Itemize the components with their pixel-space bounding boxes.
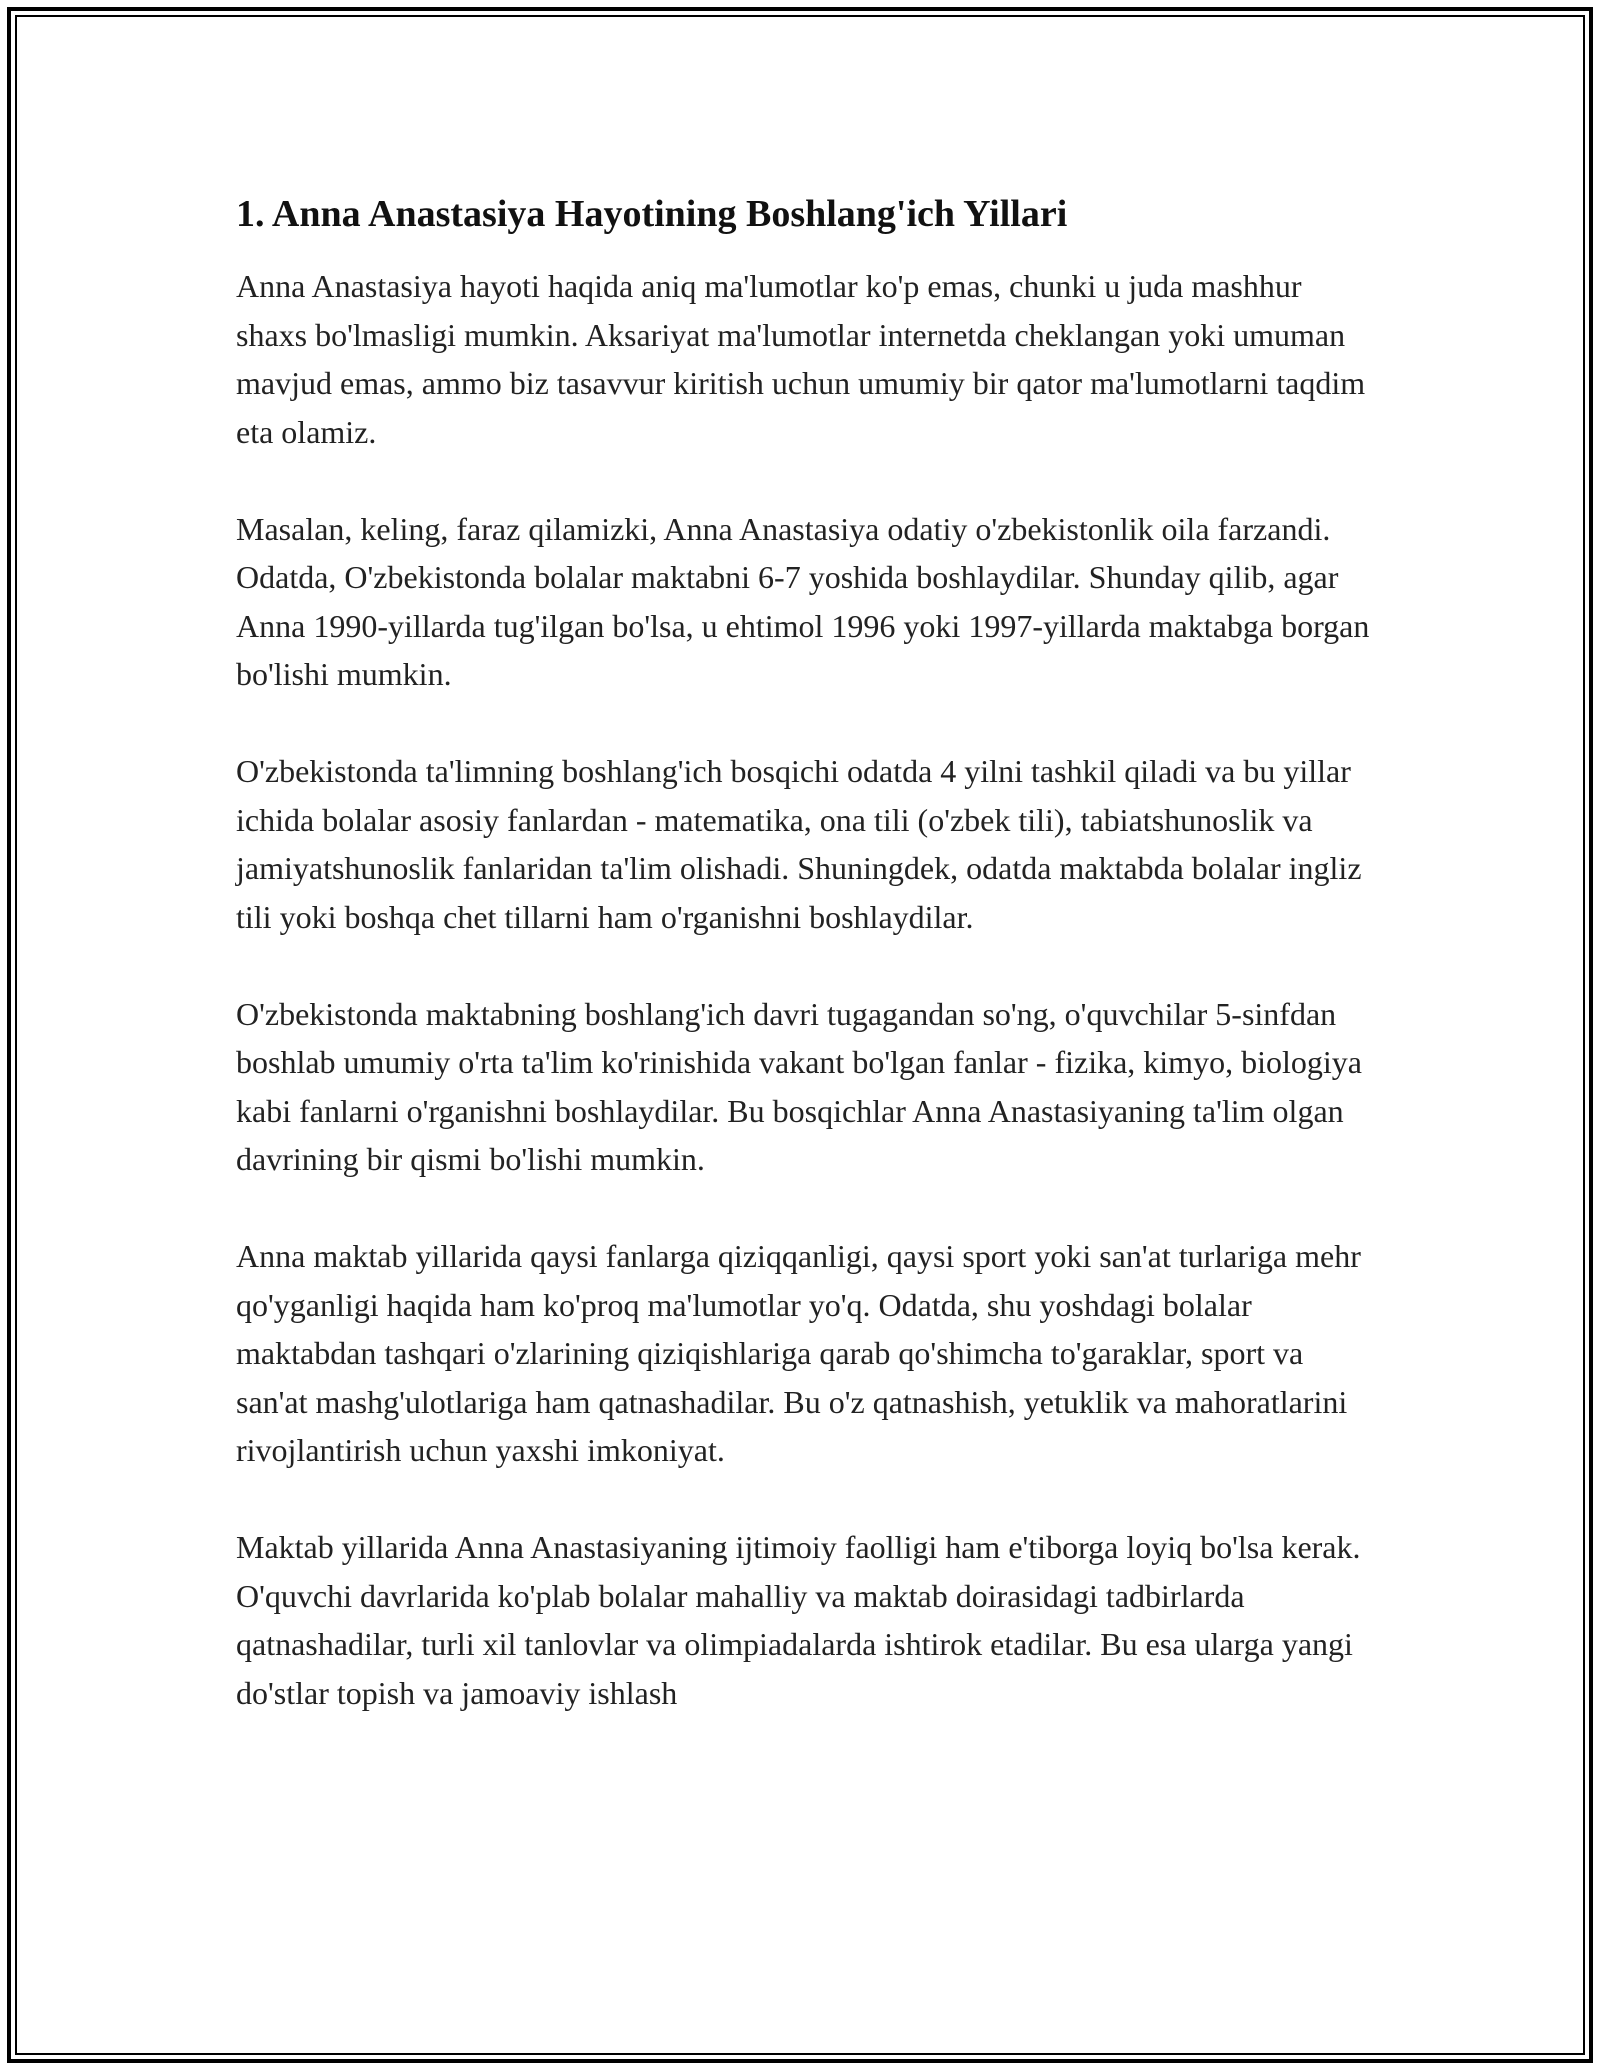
paragraph-2: Masalan, keling, faraz qilamizki, Anna Anastasiya odatiy o'zbekistonlik oila farzandi. Odatda, O'zbekistonda bolalar maktabni 6-7 yoshida boshlaydilar. Shunday qilib, agar Anna 1990-yillarda tug'ilgan bo'lsa, u ehtimol 1996 yoki 1997-yillarda maktabga borgan bo'lishi mumkin. — [236, 510, 1370, 692]
document-body — [236, 188, 1371, 1717]
paragraph-3: O'zbekistonda ta'limning boshlang'ich bosqichi odatda 4 yilni tashkil qiladi va bu yillar ichida bolalar asosiy fanlardan - matematika, ona tili (o'zbek tili), tabiatshunoslik va jamiyatshunoslik fanlaridan ta'lim olishadi. Shuningdek, odatda maktabda bolalar ingliz tili yoki boshqa chet tillarni ham o'rganishni boshlaydilar. — [236, 753, 1362, 935]
paragraph-1: Anna Anastasiya hayoti haqida aniq ma'lumotlar ko'p emas, chunki u juda mashhur shaxs bo'lmasligi mumkin. Aksariyat ma'lumotlar internetda cheklangan yoki umuman mavjud emas, ammo biz tasavvur kiritish uchun umumiy bir qator ma'lumotlarni taqdim eta olamiz. — [236, 268, 1366, 450]
paragraph-4: O'zbekistonda maktabning boshlang'ich davri tugagandan so'ng, o'quvchilar 5-sinfdan boshlab umumiy o'rta ta'lim ko'rinishida vakant bo'lgan fanlar - fizika, kimyo, biologiya kabi fanlarni o'rganishni boshlaydilar. Bu bosqichlar Anna Anastasiyaning ta'lim olgan davrining bir qismi bo'lishi mumkin. — [236, 995, 1362, 1177]
paragraph-5: Anna maktab yillarida qaysi fanlarga qiziqqanligi, qaysi sport yoki san'at turlariga mehr qo'yganligi haqida ham ko'proq ma'lumotlar yo'q. Odatda, shu yoshdagi bolalar maktabdan tashqari o'zlarining qiziqishlariga qarab qo'shimcha to'garaklar, sport va san'at mashg'ulotlariga ham qatnashadilar. Bu o'z qatnashish, yetuklik va mahoratlarini rivojlantirish uchun yaxshi imkoniyat. — [236, 1238, 1361, 1468]
section-heading: 1. Anna Anastasiya Hayotining Boshlang'ich Yillari — [236, 193, 1068, 235]
paragraph-6: Maktab yillarida Anna Anastasiyaning ijtimoiy faolligi ham e'tiborga loyiq bo'lsa kerak. O'quvchi davrlarida ko'plab bolalar mahalliy va maktab doirasidagi tadbirlarda qatnashadilar, turli xil tanlovlar va olimpiadalarda ishtirok etadilar. Bu esa ularga yangi do'stlar topish va jamoaviy ishlash — [236, 1529, 1361, 1711]
